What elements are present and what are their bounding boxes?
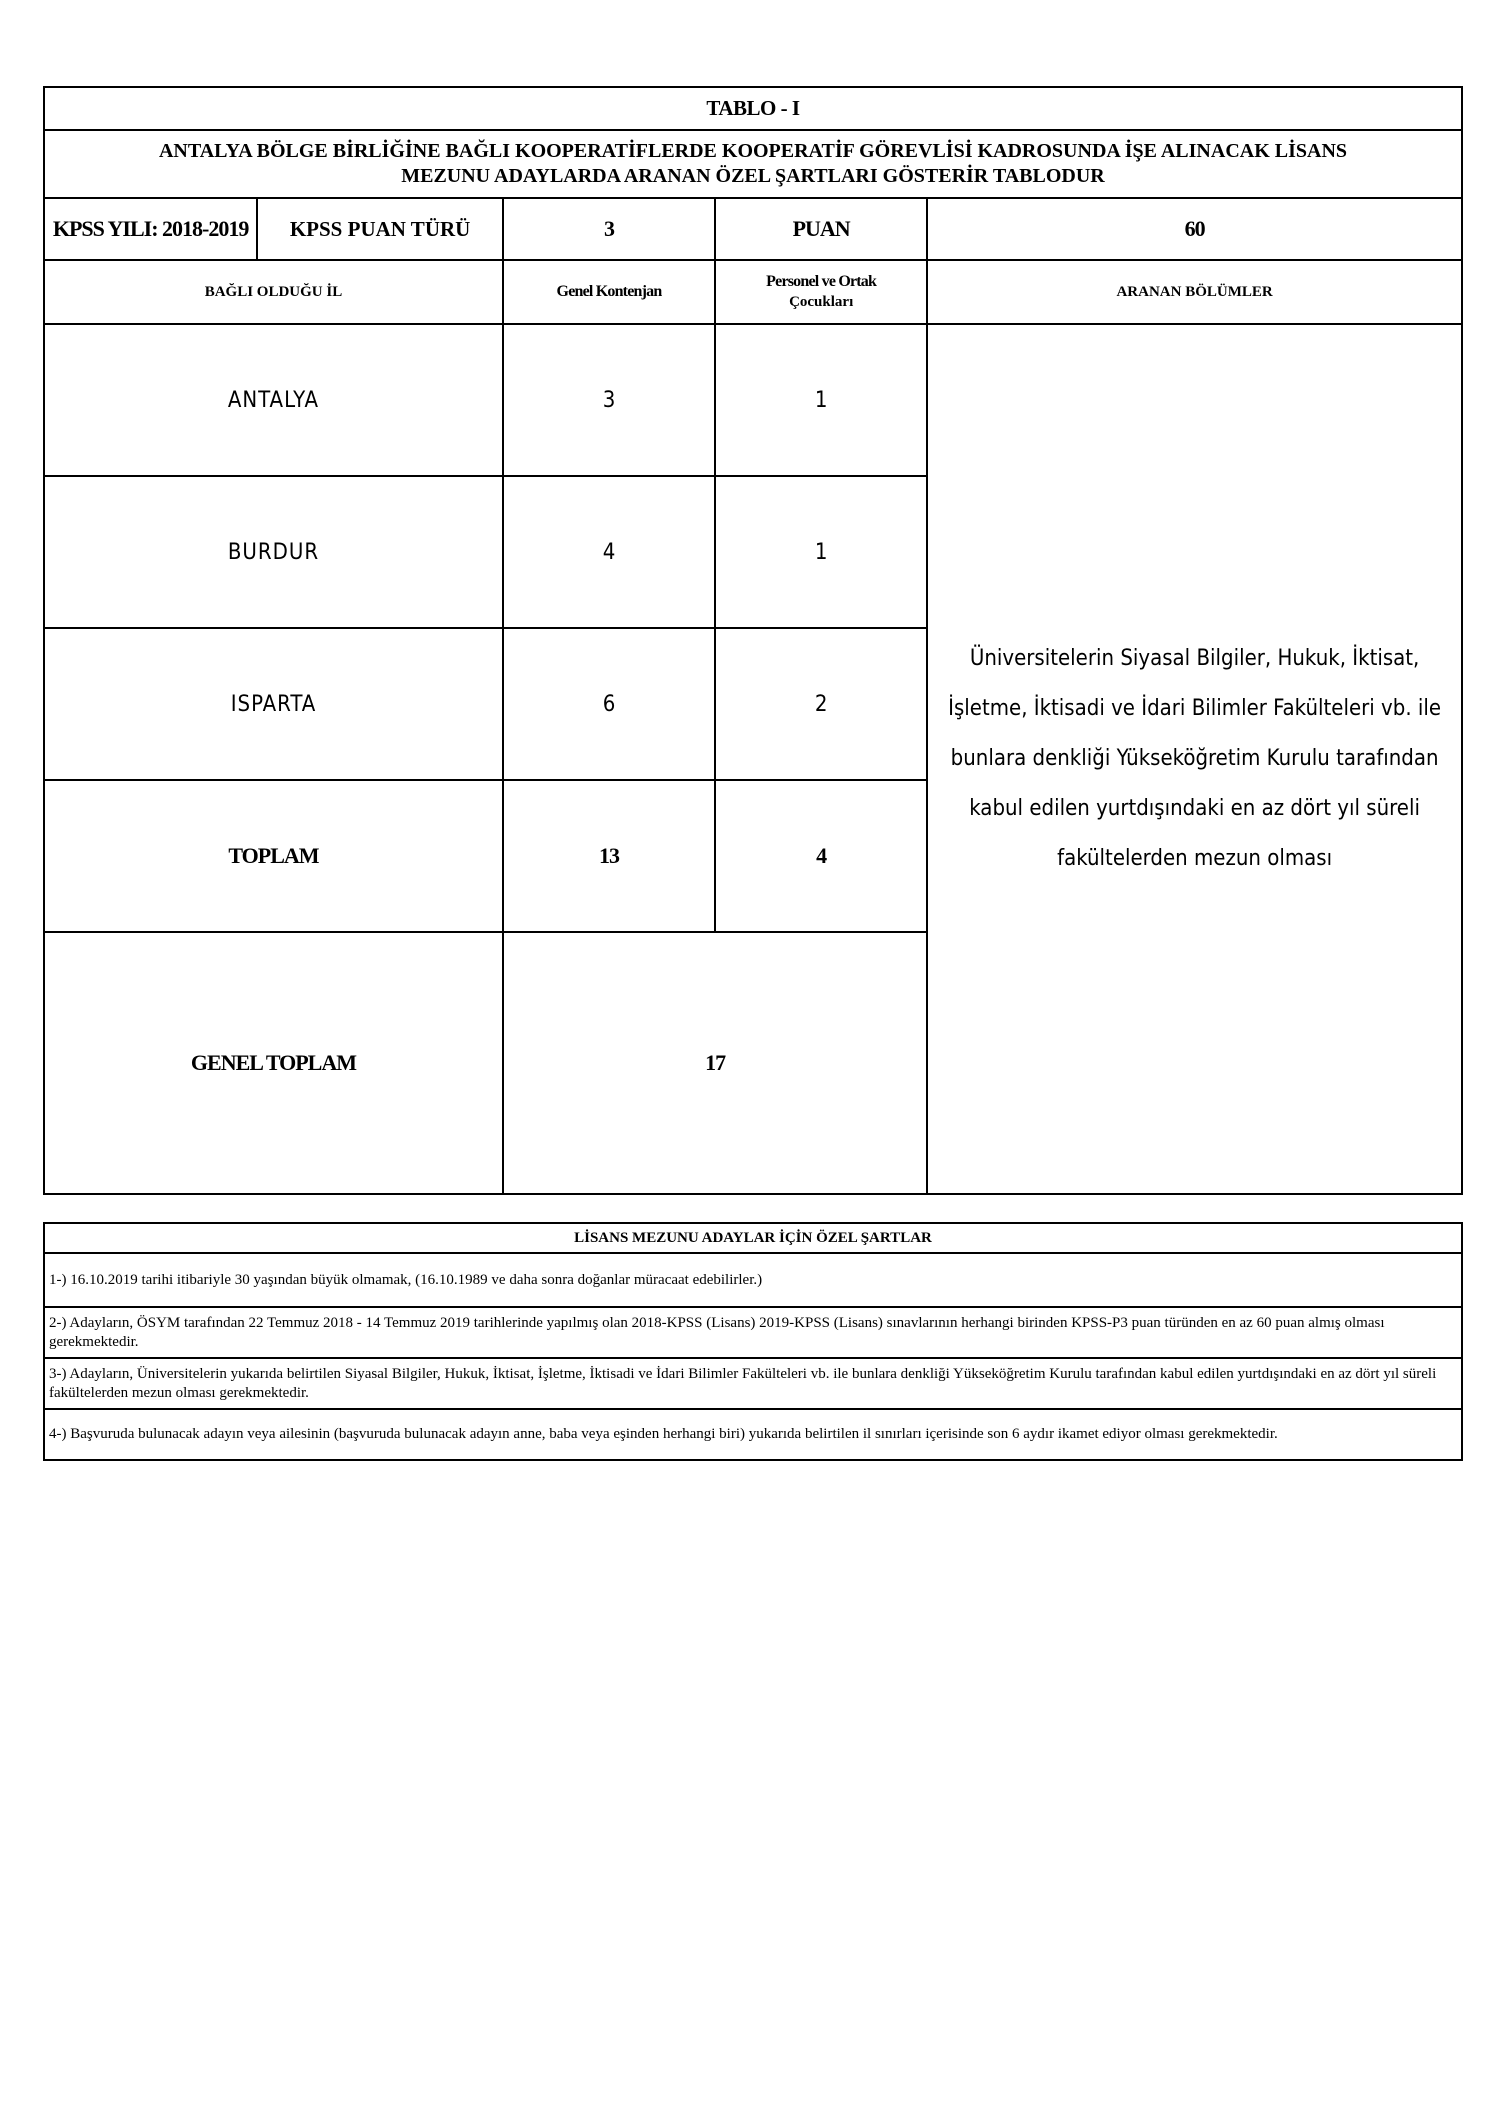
kpss-score-type-value: 3 bbox=[503, 198, 715, 260]
row-general-quota: 4 bbox=[503, 476, 715, 628]
condition-item: 3-) Adayların, Üniversitelerin yukarıda belirtilen Siyasal Bilgiler, Hukuk, İktisat, İşletme, İktisadi ve İdari Bilimler Fakülteleri vb. ile bunlara denkliği Yükseköğretim Kurulu tarafından kabul edilen yurtdışındaki en az dört yıl süreli fakültelerden mezun olması gerekmektedir. bbox=[44, 1358, 1462, 1409]
table-subtitle bbox=[44, 130, 1462, 198]
row-staff-quota: 2 bbox=[715, 628, 927, 780]
row-province: BURDUR bbox=[44, 476, 503, 628]
grand-total-value: 17 bbox=[503, 932, 927, 1194]
conditions-title: LİSANS MEZUNU ADAYLAR İÇİN ÖZEL ŞARTLAR bbox=[44, 1223, 1462, 1253]
condition-item: 2-) Adayların, ÖSYM tarafından 22 Temmuz 2018 - 14 Temmuz 2019 tarihlerinde yapılmış olan 2018-KPSS (Lisans) 2019-KPSS (Lisans) sınavlarının herhangi birinden KPSS-P3 puan türünden en az 60 puan almış olması gerekmektedir. bbox=[44, 1307, 1462, 1358]
row-general-quota: 3 bbox=[503, 324, 715, 476]
total-label: TOPLAM bbox=[44, 780, 503, 932]
departments-text: Üniversitelerin Siyasal Bilgiler, Hukuk, İktisat, İşletme, İktisadi ve İdari Bilimler Fakülteleri vb. ile bunlara denkliği Yükseköğretim Kurulu tarafından kabul edilen yurtdışındaki en az dört yıl süreli fakültelerden mezun olması bbox=[927, 324, 1462, 1194]
kpss-score-label: PUAN bbox=[715, 198, 927, 260]
header-province: BAĞLI OLDUĞU İL bbox=[44, 260, 503, 324]
kpss-year: KPSS YILI: 2018-2019 bbox=[44, 198, 257, 260]
grand-total-label: GENEL TOPLAM bbox=[44, 932, 503, 1194]
conditions-table bbox=[43, 1222, 1463, 1461]
header-staff-children bbox=[715, 260, 927, 324]
header-general-quota: Genel Kontenjan bbox=[503, 260, 715, 324]
row-staff-quota: 1 bbox=[715, 324, 927, 476]
table-title: TABLO - I bbox=[44, 87, 1462, 130]
row-staff-quota: 1 bbox=[715, 476, 927, 628]
row-general-quota: 6 bbox=[503, 628, 715, 780]
header-staff-children-line-1: Personel ve Ortak bbox=[766, 273, 877, 290]
kpss-score-value: 60 bbox=[927, 198, 1462, 260]
table-row bbox=[44, 324, 1462, 476]
row-province: ANTALYA bbox=[44, 324, 503, 476]
row-province: ISPARTA bbox=[44, 628, 503, 780]
subtitle-line-2: MEZUNU ADAYLARDA ARANAN ÖZEL ŞARTLARI GÖSTERİR TABLODUR bbox=[401, 165, 1105, 187]
kpss-score-type-label: KPSS PUAN TÜRÜ bbox=[257, 198, 503, 260]
total-general-quota: 13 bbox=[503, 780, 715, 932]
condition-item: 1-) 16.10.2019 tarihi itibariyle 30 yaşından büyük olmamak, (16.10.1989 ve daha sonra doğanlar müracaat edebilirler.) bbox=[44, 1253, 1462, 1307]
header-departments: ARANAN BÖLÜMLER bbox=[927, 260, 1462, 324]
total-staff-quota: 4 bbox=[715, 780, 927, 932]
subtitle-line-1: ANTALYA BÖLGE BİRLİĞİNE BAĞLI KOOPERATİFLERDE KOOPERATİF GÖREVLİSİ KADROSUNDA İŞE ALINACAK LİSANS bbox=[158, 140, 1348, 162]
condition-item: 4-) Başvuruda bulunacak adayın veya ailesinin (başvuruda bulunacak adayın anne, baba veya eşinden herhangi biri) yukarıda belirtilen il sınırları içerisinde son 6 aydır ikamet ediyor olması gerekmektedir. bbox=[44, 1409, 1462, 1460]
quota-table bbox=[43, 86, 1463, 1195]
header-staff-children-line-2: Çocukları bbox=[789, 294, 854, 310]
